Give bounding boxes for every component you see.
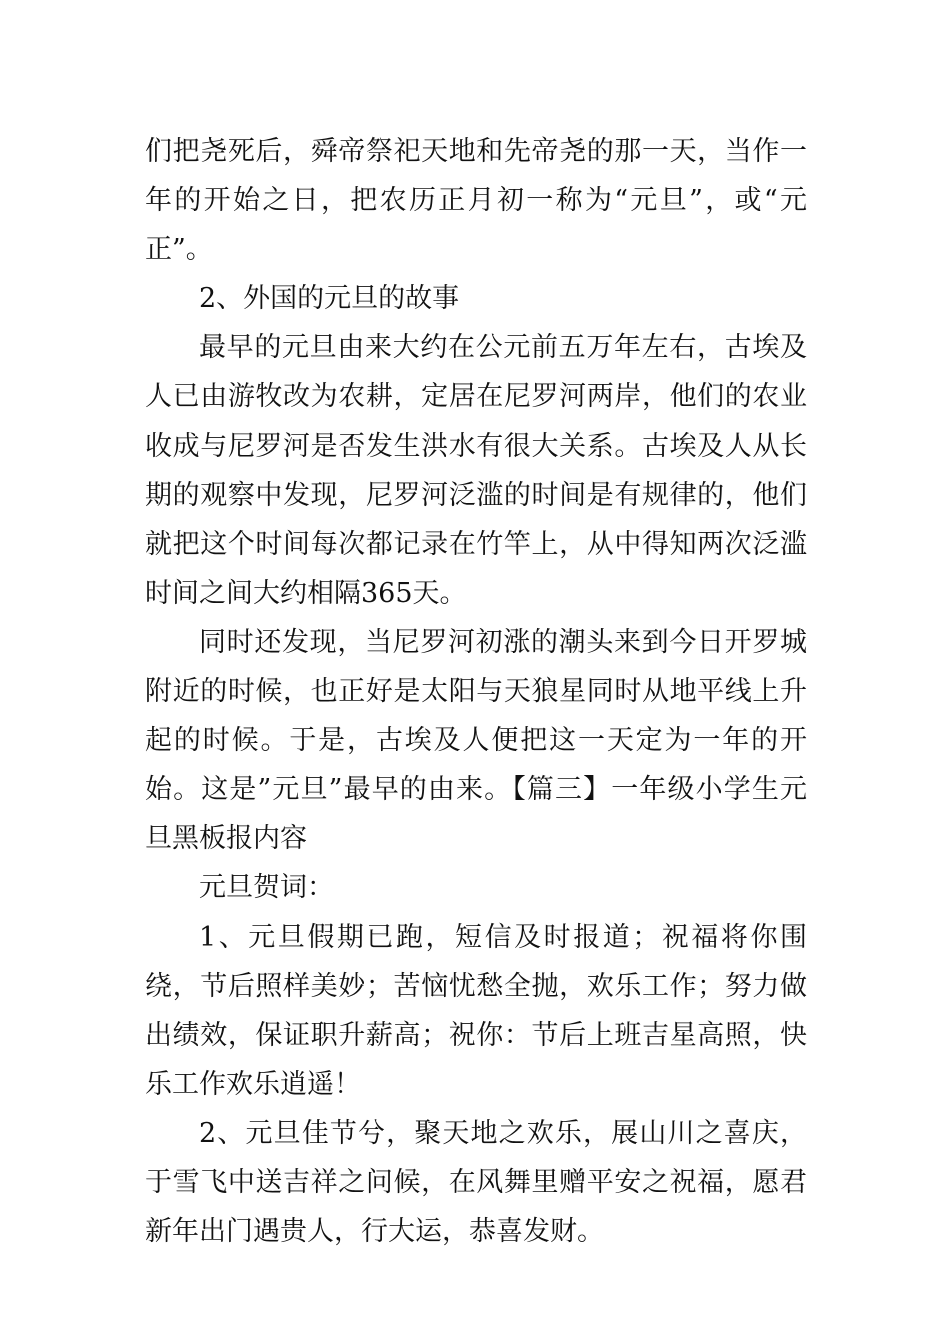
paragraph-egypt-origin: 最早的元旦由来大约在公元前五万年左右，古埃及人已由游牧改为农耕，定居在尼罗河两岸，他们的农业收成与尼罗河是否发生洪水有很大关系。古埃及人从长期的观察中发现，尼罗河泛滥的时间是有规律的，他们就把这个时间每次都记录在竹竿上，从中得知两次泛滥时间之间大约相隔365天。 (145, 332, 807, 609)
paragraph-greeting-2: 2、元旦佳节兮，聚天地之欢乐，展山川之喜庆，于雪飞中送吉祥之问候，在风舞里赠平安之祝福，愿君新年出门遇贵人，行大运，恭喜发财。 (145, 1117, 807, 1248)
paragraph-greeting-1: 1、元旦假期已跑，短信及时报道；祝福将你围绕，节后照样美妙；苦恼忧愁全抛，欢乐工作；努力做出绩效，保证职升薪高；祝你：节后上班吉星高照，快乐工作欢乐逍遥！ (145, 921, 807, 1100)
paragraph-greetings-heading: 元旦贺词： (199, 872, 334, 904)
paragraph-foreign-heading: 2、外国的元旦的故事 (199, 283, 460, 315)
paragraph-sirius-origin: 同时还发现，当尼罗河初涨的潮头来到今日开罗城附近的时候，也正好是太阳与天狼星同时从地平线上升起的时候。于是，古埃及人便把这一天定为一年的开始。这是”元旦”最早的由来。【篇三】一年级小学生元旦黑板报内容 (145, 626, 807, 855)
paragraph-yuandan-origin-china: 们把尧死后，舜帝祭祀天地和先帝尧的那一天，当作一年的开始之日，把农历正月初一称为“元旦”，或“元正”。 (145, 136, 807, 266)
document-body (145, 127, 807, 1256)
